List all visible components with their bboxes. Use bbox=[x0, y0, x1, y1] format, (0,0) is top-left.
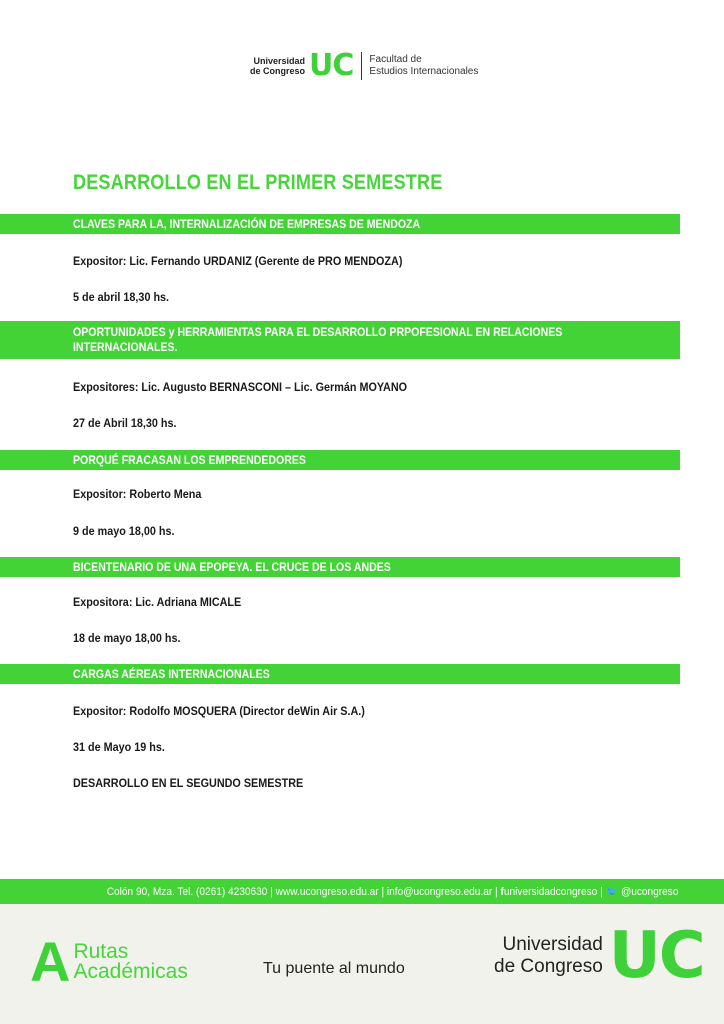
university-line1: Universidad bbox=[253, 56, 306, 66]
event-speaker-text: Expositor: Rodolfo MOSQUERA (Director deWin Air S.A.) bbox=[73, 704, 365, 718]
footer-contact-text: Colón 90, Mza. Tel. (0261) 4230630 | www.ucongreso.edu.ar | info@ucongreso.edu.ar | bbox=[106, 886, 498, 898]
rutas-a-mark: A bbox=[30, 930, 71, 993]
header-divider bbox=[361, 52, 362, 80]
event-date-text: 27 de Abril 18,30 hs. bbox=[73, 416, 177, 430]
rutas-text bbox=[73, 942, 187, 982]
faculty-line2: Estudios Internacionales bbox=[369, 66, 479, 77]
footer-contact-band bbox=[0, 879, 724, 904]
page-title: DESARROLLO EN EL PRIMER SEMESTRE bbox=[73, 171, 443, 194]
twitter-handle: @ucongreso bbox=[620, 886, 678, 898]
twitter-icon: 🐦 bbox=[605, 886, 618, 898]
event-date bbox=[73, 740, 175, 754]
event-speaker bbox=[73, 704, 397, 718]
event-heading-bar bbox=[0, 450, 680, 470]
event-date-text: 9 de mayo 18,00 hs. bbox=[73, 524, 175, 538]
header-logo bbox=[250, 48, 478, 84]
university-line2: de Congreso bbox=[250, 66, 306, 76]
event-speaker-text: Expositora: Lic. Adriana MICALE bbox=[73, 595, 242, 609]
event-heading: OPORTUNIDADES y HERRAMIENTAS PARA EL DESARROLLO PRPOFESIONAL EN RELACIONES INTERNACIONALES. bbox=[73, 325, 563, 354]
rutas-line1: Rutas bbox=[73, 940, 129, 963]
event-date bbox=[73, 290, 180, 304]
faculty-name bbox=[369, 54, 478, 78]
footer-contact-line bbox=[106, 885, 678, 898]
rutas-line2: Académicas bbox=[73, 960, 188, 983]
event-heading-bar bbox=[0, 557, 680, 577]
university-name-small bbox=[250, 56, 305, 76]
uc-footer-line2: de Congreso bbox=[494, 956, 603, 977]
event-heading: CLAVES PARA LA, INTERNALIZACIÓN DE EMPRESAS DE MENDOZA bbox=[73, 217, 421, 231]
rutas-academicas-logo bbox=[30, 930, 188, 993]
second-semester-heading bbox=[73, 776, 329, 790]
event-date bbox=[73, 416, 188, 430]
event-heading: PORQUÉ FRACASAN LOS EMPRENDEDORES bbox=[73, 453, 306, 467]
event-date-text: 31 de Mayo 19 hs. bbox=[73, 740, 165, 754]
second-semester-text: DESARROLLO EN EL SEGUNDO SEMESTRE bbox=[73, 776, 304, 790]
tagline: Tu puente al mundo bbox=[263, 960, 405, 977]
event-heading-bar bbox=[0, 214, 680, 234]
event-heading: BICENTENARIO DE UNA EPOPEYA. EL CRUCE DE LOS ANDES bbox=[73, 560, 391, 574]
facebook-handle: universidadcongreso | bbox=[503, 886, 603, 898]
uc-footer-logo bbox=[494, 919, 704, 993]
uc-footer-line1: Universidad bbox=[502, 934, 603, 955]
footer-bottom bbox=[0, 904, 724, 1024]
event-speaker bbox=[73, 595, 260, 609]
event-date-text: 18 de mayo 18,00 hs. bbox=[73, 631, 181, 645]
event-speaker bbox=[73, 254, 439, 268]
event-date bbox=[73, 631, 192, 645]
event-speaker-text: Expositor: Lic. Fernando URDANIZ (Gerente de PRO MENDOZA) bbox=[73, 254, 403, 268]
event-speaker-text: Expositores: Lic. Augusto BERNASCONI – Lic. Germán MOYANO bbox=[73, 380, 408, 394]
event-speaker-text: Expositor: Roberto Mena bbox=[73, 487, 202, 501]
faculty-line1: Facultad de bbox=[369, 54, 422, 65]
uc-logo-mark: UC bbox=[309, 48, 354, 83]
event-heading-bar bbox=[0, 321, 680, 359]
event-speaker bbox=[73, 380, 444, 394]
event-date-text: 5 de abril 18,30 hs. bbox=[73, 290, 170, 304]
uc-footer-name bbox=[494, 934, 603, 978]
event-heading-bar bbox=[0, 664, 680, 684]
event-speaker bbox=[73, 487, 216, 501]
uc-footer-mark: UC bbox=[608, 919, 704, 993]
facebook-icon: f bbox=[500, 886, 504, 898]
event-date bbox=[73, 524, 186, 538]
event-heading: CARGAS AÉREAS INTERNACIONALES bbox=[73, 667, 270, 681]
